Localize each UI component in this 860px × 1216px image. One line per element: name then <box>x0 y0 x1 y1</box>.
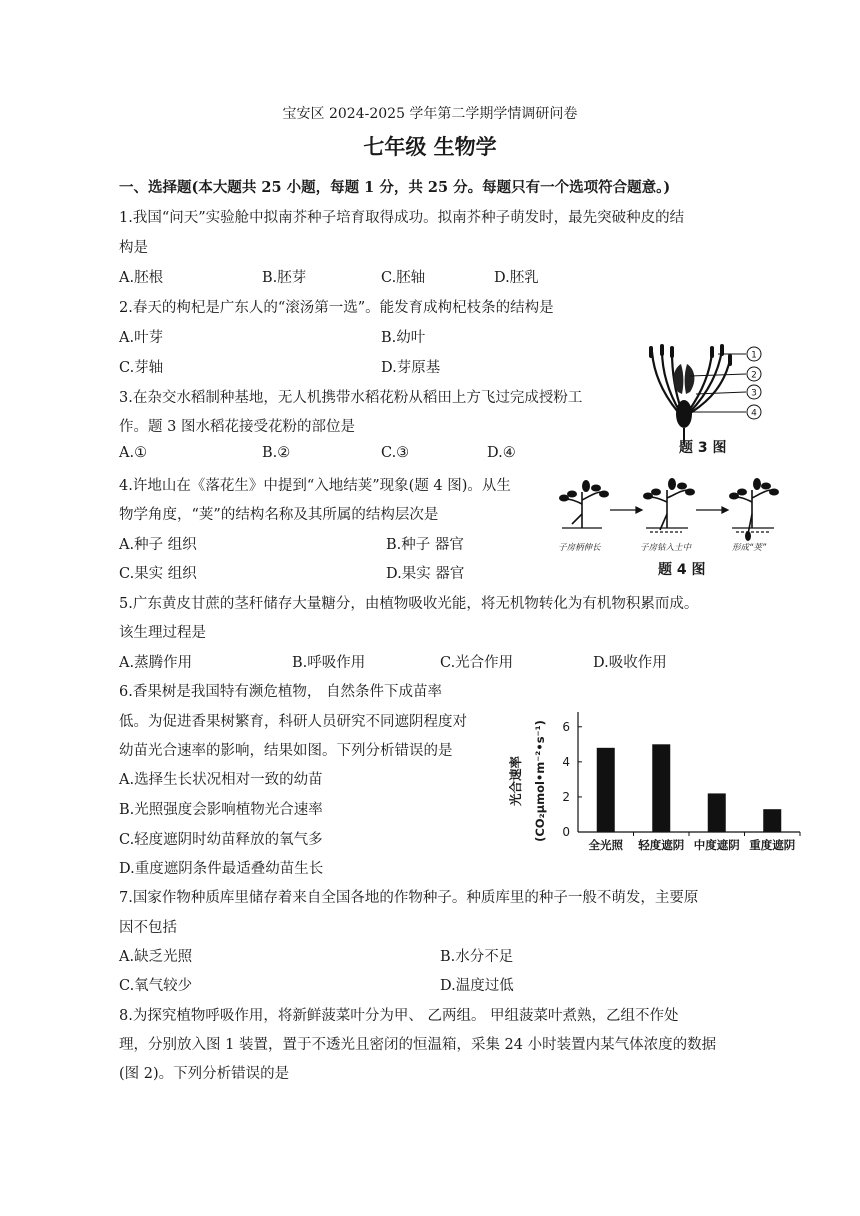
photosynthesis-rate-chart <box>500 700 810 860</box>
svg-text:1: 1 <box>751 350 757 361</box>
q4-option-c: C.果实 组织 <box>119 566 197 582</box>
q6-stem-line3: 幼苗光合速率的影响，结果如图。下列分析错误的是 <box>119 743 453 759</box>
figure-3-caption: 题 3 图 <box>679 440 727 456</box>
q3-stem-line2: 作。题 3 图水稻花接受花粉的部位是 <box>119 419 355 435</box>
q5-option-a: A.蒸腾作用 <box>119 655 193 671</box>
chart-category-label: 全光照 <box>588 838 623 852</box>
q6-stem-line1: 6.香果树是我国特有濒危植物， 自然条件下成苗率 <box>119 684 442 700</box>
q6-option-b: B.光照强度会影响植物光合速率 <box>119 802 323 818</box>
chart-bar <box>763 809 781 832</box>
q4-stem-line2: 物学角度，“荚”的结构名称及其所属的结构层次是 <box>119 507 439 523</box>
chart-ylabel-main: 光合速率 <box>508 755 523 807</box>
svg-text:4: 4 <box>751 408 757 419</box>
q4-option-b: B.种子 器官 <box>386 537 464 553</box>
q2-option-b: B.幼叶 <box>381 330 426 346</box>
chart-y-axis-label <box>508 720 547 842</box>
svg-text:2: 2 <box>751 370 757 381</box>
q2-option-d: D.芽原基 <box>381 360 441 376</box>
q4-option-a: A.种子 组织 <box>119 537 197 553</box>
q5-stem-line2: 该生理过程是 <box>119 625 206 641</box>
q1-option-a: A.胚根 <box>119 270 164 286</box>
q4-stem-line1: 4.许地山在《落花生》中提到“入地结荚”现象(题 4 图)。从生 <box>119 478 511 494</box>
page-title: 七年级 生物学 <box>363 135 497 159</box>
q2-option-a: A.叶芽 <box>119 330 164 346</box>
q8-stem-line3: (图 2)。下列分析错误的是 <box>119 1066 290 1082</box>
q1-stem-line2: 构是 <box>119 240 148 256</box>
q7-option-c: C.氧气较少 <box>119 978 193 994</box>
q8-stem-line1: 8.为探究植物呼吸作用，将新鲜菠菜叶分为甲、 乙两组。 甲组菠菜叶煮熟，乙组不作处 <box>119 1008 679 1024</box>
chart-ytick-label: 2 <box>562 789 570 804</box>
stage-2-label: 子房钻入土中 <box>640 543 692 553</box>
q5-option-d: D.吸收作用 <box>593 655 667 671</box>
q1-option-d: D.胚乳 <box>494 270 539 286</box>
chart-ytick-label: 4 <box>562 754 570 769</box>
stage-3-label: 形成“荚” <box>732 543 767 553</box>
q2-stem: 2.春天的枸杞是广东人的“滚汤第一选”。能发育成枸杞枝条的结构是 <box>119 300 554 316</box>
q5-option-c: C.光合作用 <box>440 655 514 671</box>
q7-option-b: B.水分不足 <box>440 949 514 965</box>
chart-ylabel-unit: (CO₂μmol•m⁻²•s⁻¹) <box>533 720 547 842</box>
q1-option-c: C.胚轴 <box>381 270 426 286</box>
chart-category-label: 轻度遮阴 <box>638 838 685 852</box>
q5-stem-line1: 5.广东黄皮甘蔗的茎秆储存大量糖分，由植物吸收光能，将无机物转化为有机物积累而成。 <box>119 596 699 612</box>
q3-stem-line1: 3.在杂交水稻制种基地，无人机携带水稻花粉从稻田上方飞过完成授粉工 <box>119 390 583 406</box>
chart-category-label: 中度遮阴 <box>693 838 740 852</box>
q6-option-c: C.轻度遮阴时幼苗释放的氧气多 <box>119 832 323 848</box>
q6-stem-line2: 低。为促进香果树繁育，科研人员研究不同遮阴程度对 <box>119 714 467 730</box>
q3-option-d: D.④ <box>487 445 516 461</box>
q3-option-b: B.② <box>262 445 291 461</box>
q7-stem-line2: 因不包括 <box>119 920 177 936</box>
q7-option-a: A.缺乏光照 <box>119 949 193 965</box>
chart-bar <box>652 744 670 832</box>
q1-stem-line1: 1.我国“问天”实验舱中拟南芥种子培育取得成功。拟南芥种子萌发时，最先突破种皮的结 <box>119 210 685 226</box>
q6-option-d: D.重度遮阴条件最适叠幼苗生长 <box>119 861 324 877</box>
q1-option-b: B.胚芽 <box>262 270 307 286</box>
chart-ytick-label: 6 <box>562 719 570 734</box>
q3-option-c: C.③ <box>381 445 410 461</box>
chart-ytick-label: 0 <box>562 825 570 839</box>
chart-bar <box>708 793 726 832</box>
q3-option-a: A.① <box>119 445 148 461</box>
figure-4-caption: 题 4 图 <box>658 562 706 578</box>
section-title: 一、选择题(本大题共 25 小题，每题 1 分，共 25 分。每题只有一个选项符合题意。) <box>119 179 671 196</box>
q5-option-b: B.呼吸作用 <box>292 655 366 671</box>
peanut-stages-figure <box>552 470 792 558</box>
chart-bar <box>597 748 615 832</box>
q4-option-d: D.果实 器官 <box>386 566 465 582</box>
exam-header: 宝安区 2024-2025 学年第二学期学情调研问卷 <box>282 106 578 122</box>
q7-option-d: D.温度过低 <box>440 978 514 994</box>
q8-stem-line2: 理，分别放入图 1 装置，置于不透光且密闭的恒温箱，采集 24 小时装置内某气体浓度的数据 <box>119 1037 717 1053</box>
stage-1-label: 子房柄伸长 <box>558 543 601 553</box>
q6-option-a: A.选择生长状况相对一致的幼苗 <box>119 772 323 788</box>
chart-category-label: 重度遮阴 <box>749 838 796 852</box>
svg-text:3: 3 <box>751 388 757 399</box>
q2-option-c: C.芽轴 <box>119 360 164 376</box>
q7-stem-line1: 7.国家作物种质库里储存着来自全国各地的作物种子。种质库里的种子一般不萌发，主要原 <box>119 890 699 906</box>
